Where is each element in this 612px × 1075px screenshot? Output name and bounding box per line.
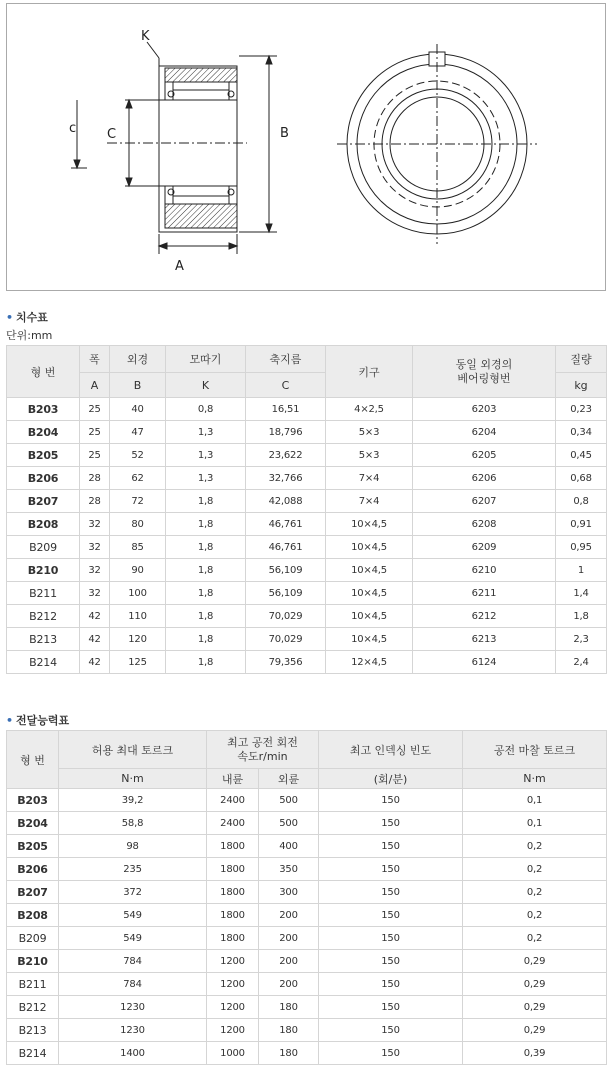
cell-k: 1,8	[166, 651, 246, 674]
cell-c: 32,766	[246, 467, 326, 490]
cell-a: 32	[80, 582, 110, 605]
cell-index: 150	[319, 904, 463, 927]
cell-mass: 0,8	[556, 490, 607, 513]
cell-drag: 0,2	[463, 927, 607, 950]
header-indexing-unit: (회/분)	[319, 769, 463, 789]
cell-index: 150	[319, 950, 463, 973]
cell-inner: 1800	[207, 904, 259, 927]
cell-c: 23,622	[246, 444, 326, 467]
cell-torque: 1230	[59, 996, 207, 1019]
cell-mass: 0,23	[556, 398, 607, 421]
table-row	[7, 996, 607, 1019]
cell-model: B208	[7, 513, 80, 536]
cell-key: 10×4,5	[326, 559, 413, 582]
cell-mass: 0,95	[556, 536, 607, 559]
header-outer: 외경	[110, 346, 166, 373]
cell-drag: 0,39	[463, 1042, 607, 1065]
dimension-section-title: • 치수표	[6, 311, 48, 324]
cell-torque: 1400	[59, 1042, 207, 1065]
cell-model: B212	[7, 605, 80, 628]
table-row	[7, 651, 607, 674]
cell-torque: 784	[59, 973, 207, 996]
cell-a: 42	[80, 605, 110, 628]
cell-inner: 1800	[207, 835, 259, 858]
cell-torque: 372	[59, 881, 207, 904]
cell-a: 25	[80, 444, 110, 467]
cell-c: 56,109	[246, 582, 326, 605]
header-model: 형 번	[7, 346, 80, 398]
header-max-torque: 허용 최대 토르크	[59, 731, 207, 769]
cell-bearing: 6212	[413, 605, 556, 628]
cell-c: 42,088	[246, 490, 326, 513]
cell-index: 150	[319, 1042, 463, 1065]
cell-a: 42	[80, 628, 110, 651]
dimension-table	[6, 345, 607, 674]
cell-bearing: 6208	[413, 513, 556, 536]
cell-key: 10×4,5	[326, 582, 413, 605]
cell-torque: 98	[59, 835, 207, 858]
cell-inner: 1800	[207, 858, 259, 881]
cell-bearing: 6203	[413, 398, 556, 421]
cell-drag: 0,29	[463, 973, 607, 996]
cell-c: 70,029	[246, 628, 326, 651]
cell-index: 150	[319, 812, 463, 835]
cell-bearing: 6205	[413, 444, 556, 467]
cell-torque: 549	[59, 927, 207, 950]
cell-c: 18,796	[246, 421, 326, 444]
cell-drag: 0,1	[463, 812, 607, 835]
cell-drag: 0,2	[463, 881, 607, 904]
bearing-drawing	[7, 4, 607, 292]
cell-a: 25	[80, 421, 110, 444]
cell-model: B203	[7, 789, 59, 812]
cell-bearing: 6213	[413, 628, 556, 651]
cell-drag: 0,2	[463, 858, 607, 881]
label-a: A	[175, 259, 184, 274]
cell-index: 150	[319, 858, 463, 881]
cell-model: B206	[7, 467, 80, 490]
cell-outer: 400	[259, 835, 319, 858]
cell-k: 1,8	[166, 559, 246, 582]
cell-inner: 1200	[207, 996, 259, 1019]
cell-a: 32	[80, 559, 110, 582]
table-row	[7, 904, 607, 927]
cell-k: 0,8	[166, 398, 246, 421]
cell-torque: 235	[59, 858, 207, 881]
cell-inner: 1000	[207, 1042, 259, 1065]
cell-outer: 350	[259, 858, 319, 881]
table-row	[7, 559, 607, 582]
table-row	[7, 950, 607, 973]
cell-model: B213	[7, 1019, 59, 1042]
cell-k: 1,8	[166, 513, 246, 536]
cell-inner: 1200	[207, 950, 259, 973]
cell-index: 150	[319, 1019, 463, 1042]
cell-a: 32	[80, 513, 110, 536]
table-row	[7, 421, 607, 444]
cell-k: 1,8	[166, 582, 246, 605]
cell-torque: 784	[59, 950, 207, 973]
cell-outer: 300	[259, 881, 319, 904]
cell-model: B210	[7, 950, 59, 973]
cell-outer: 200	[259, 950, 319, 973]
header-width: 폭	[80, 346, 110, 373]
header-shaft: 축지름	[246, 346, 326, 373]
table-row	[7, 1042, 607, 1065]
header-max-torque-unit: N·m	[59, 769, 207, 789]
cell-bearing: 6204	[413, 421, 556, 444]
header-key: 키구	[326, 346, 413, 398]
cell-k: 1,8	[166, 536, 246, 559]
table-row	[7, 927, 607, 950]
cell-index: 150	[319, 927, 463, 950]
cell-inner: 1200	[207, 1019, 259, 1042]
cell-model: B211	[7, 582, 80, 605]
table-row	[7, 858, 607, 881]
technical-drawing	[6, 3, 606, 291]
cell-torque: 1230	[59, 1019, 207, 1042]
cell-b: 100	[110, 582, 166, 605]
cell-inner: 1800	[207, 881, 259, 904]
cell-index: 150	[319, 789, 463, 812]
table-row	[7, 973, 607, 996]
cell-model: B214	[7, 1042, 59, 1065]
cell-b: 80	[110, 513, 166, 536]
header-outer-sub: B	[110, 373, 166, 398]
header-chamfer-sub: K	[166, 373, 246, 398]
cell-c: 70,029	[246, 605, 326, 628]
cell-a: 42	[80, 651, 110, 674]
cell-bearing: 6211	[413, 582, 556, 605]
header-model: 형 번	[7, 731, 59, 789]
header-shaft-sub: C	[246, 373, 326, 398]
table-row	[7, 605, 607, 628]
cell-model: B210	[7, 559, 80, 582]
cell-bearing: 6207	[413, 490, 556, 513]
cell-k: 1,3	[166, 421, 246, 444]
cell-key: 12×4,5	[326, 651, 413, 674]
cell-model: B213	[7, 628, 80, 651]
cell-k: 1,8	[166, 605, 246, 628]
cell-model: B209	[7, 536, 80, 559]
cell-key: 10×4,5	[326, 536, 413, 559]
table-row	[7, 881, 607, 904]
cell-b: 40	[110, 398, 166, 421]
cell-outer: 180	[259, 1042, 319, 1065]
table-row	[7, 789, 607, 812]
cell-b: 110	[110, 605, 166, 628]
cell-b: 85	[110, 536, 166, 559]
cell-index: 150	[319, 881, 463, 904]
label-b: B	[280, 126, 289, 141]
cell-key: 7×4	[326, 490, 413, 513]
table-row	[7, 812, 607, 835]
cell-inner: 1200	[207, 973, 259, 996]
cell-mass: 2,4	[556, 651, 607, 674]
cell-c: 46,761	[246, 513, 326, 536]
cell-index: 150	[319, 835, 463, 858]
header-outer: 외륜	[259, 769, 319, 789]
table-row	[7, 513, 607, 536]
cell-outer: 200	[259, 973, 319, 996]
cell-c: 16,51	[246, 398, 326, 421]
cell-b: 47	[110, 421, 166, 444]
header-max-speed: 최고 공전 회전 속도r/min	[207, 731, 319, 769]
cell-k: 1,8	[166, 490, 246, 513]
torque-table	[6, 730, 607, 1065]
cell-model: B205	[7, 835, 59, 858]
cell-mass: 1,8	[556, 605, 607, 628]
cell-model: B204	[7, 421, 80, 444]
header-width-sub: A	[80, 373, 110, 398]
side-view	[71, 42, 277, 254]
cell-model: B204	[7, 812, 59, 835]
cell-model: B208	[7, 904, 59, 927]
cell-model: B207	[7, 881, 59, 904]
cell-mass: 1,4	[556, 582, 607, 605]
cell-model: B209	[7, 927, 59, 950]
cell-c: 79,356	[246, 651, 326, 674]
cell-a: 28	[80, 467, 110, 490]
cell-model: B203	[7, 398, 80, 421]
header-bearing: 동일 외경의 베어링형번	[413, 346, 556, 398]
cell-a: 32	[80, 536, 110, 559]
cell-c: 46,761	[246, 536, 326, 559]
cell-key: 4×2,5	[326, 398, 413, 421]
cell-key: 10×4,5	[326, 513, 413, 536]
cell-model: B211	[7, 973, 59, 996]
header-drag-torque: 공전 마찰 토르크	[463, 731, 607, 769]
cell-outer: 500	[259, 789, 319, 812]
cell-key: 5×3	[326, 444, 413, 467]
header-drag-unit: N·m	[463, 769, 607, 789]
cell-b: 125	[110, 651, 166, 674]
cell-bearing: 6209	[413, 536, 556, 559]
table-row	[7, 582, 607, 605]
header-indexing: 최고 인덱싱 빈도	[319, 731, 463, 769]
label-c-small: c	[69, 121, 77, 136]
cell-mass: 0,45	[556, 444, 607, 467]
cell-b: 90	[110, 559, 166, 582]
torque-section-title: • 전달능력표	[6, 714, 70, 727]
cell-k: 1,8	[166, 628, 246, 651]
cell-k: 1,3	[166, 467, 246, 490]
table-row	[7, 467, 607, 490]
cell-outer: 200	[259, 927, 319, 950]
cell-torque: 549	[59, 904, 207, 927]
cell-key: 5×3	[326, 421, 413, 444]
cell-mass: 0,91	[556, 513, 607, 536]
cell-model: B206	[7, 858, 59, 881]
cell-model: B214	[7, 651, 80, 674]
cell-drag: 0,29	[463, 996, 607, 1019]
table-row	[7, 490, 607, 513]
cell-b: 52	[110, 444, 166, 467]
cell-outer: 500	[259, 812, 319, 835]
bullet-icon: •	[6, 714, 14, 727]
cell-bearing: 6206	[413, 467, 556, 490]
header-mass: 질량	[556, 346, 607, 373]
cell-c: 56,109	[246, 559, 326, 582]
cell-key: 7×4	[326, 467, 413, 490]
cell-drag: 0,2	[463, 904, 607, 927]
cell-drag: 0,29	[463, 950, 607, 973]
header-mass-sub: kg	[556, 373, 607, 398]
cell-index: 150	[319, 996, 463, 1019]
cell-a: 25	[80, 398, 110, 421]
cell-b: 120	[110, 628, 166, 651]
cell-drag: 0,29	[463, 1019, 607, 1042]
cell-mass: 0,34	[556, 421, 607, 444]
cell-torque: 58,8	[59, 812, 207, 835]
cell-model: B205	[7, 444, 80, 467]
cell-torque: 39,2	[59, 789, 207, 812]
table-row	[7, 536, 607, 559]
cell-k: 1,3	[166, 444, 246, 467]
cell-model: B207	[7, 490, 80, 513]
cell-outer: 180	[259, 996, 319, 1019]
unit-note: 단위:mm	[6, 329, 53, 342]
cell-mass: 0,68	[556, 467, 607, 490]
cell-bearing: 6124	[413, 651, 556, 674]
cell-outer: 200	[259, 904, 319, 927]
table-row	[7, 835, 607, 858]
cell-drag: 0,2	[463, 835, 607, 858]
cell-b: 72	[110, 490, 166, 513]
header-chamfer: 모따기	[166, 346, 246, 373]
table-row	[7, 1019, 607, 1042]
cell-inner: 2400	[207, 812, 259, 835]
cell-inner: 2400	[207, 789, 259, 812]
cell-outer: 180	[259, 1019, 319, 1042]
cell-a: 28	[80, 490, 110, 513]
cell-index: 150	[319, 973, 463, 996]
cell-inner: 1800	[207, 927, 259, 950]
cell-key: 10×4,5	[326, 628, 413, 651]
cell-drag: 0,1	[463, 789, 607, 812]
table-row	[7, 628, 607, 651]
label-c: C	[107, 127, 117, 142]
cell-mass: 1	[556, 559, 607, 582]
bullet-icon: •	[6, 311, 14, 324]
cell-b: 62	[110, 467, 166, 490]
cell-mass: 2,3	[556, 628, 607, 651]
cell-bearing: 6210	[413, 559, 556, 582]
cell-model: B212	[7, 996, 59, 1019]
label-k: K	[141, 29, 150, 44]
header-inner: 내륜	[207, 769, 259, 789]
table-row	[7, 398, 607, 421]
table-row	[7, 444, 607, 467]
cell-key: 10×4,5	[326, 605, 413, 628]
front-view	[337, 44, 537, 244]
